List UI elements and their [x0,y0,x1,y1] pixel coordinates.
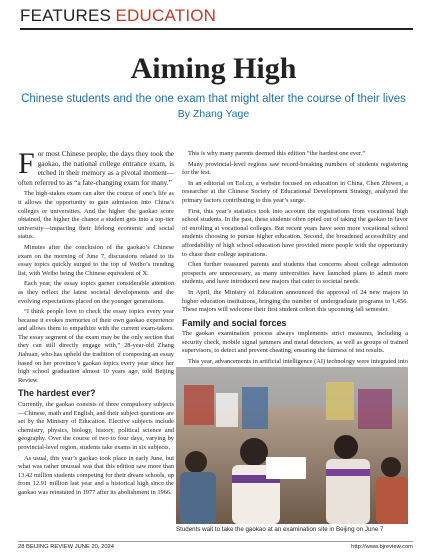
drop-cap: F [18,147,35,180]
body-paragraph: Minutes after the conclusion of the gaokao’s Chinese exam on the morning of June 7, discussions related to its essay topics quickly surged to the top of Weibo’s trending list, with Weibo being the Chinese equivalent of X. [18,243,174,277]
footer-website: http://www.bjreview.com [351,544,413,550]
body-paragraph: “I think people love to check the essay topics every year because it evokes memories of their own gaokao experience and allows them to empathize with the current exam-takers. The essay segment of the exam may be the only section that they can still directly engage with,” 28-year-old Zhang Jiahuan, who has upheld the tradition of composing an essay based on her province’s gaokao topics every year since her high school graduation almost 10 years ago, told Beijing Review. [18,308,174,384]
subhead-family-social: Family and social forces [182,317,287,328]
article-byline: By Zhang Yage [177,108,250,120]
body-paragraph: In an editorial on Eol.cn, a website focused on education in China, Chen Zhiwen, a researcher at the Chinese Society of Educational Development Strategy, analyzed the primary factors contributing to this year’s surge. [182,179,408,204]
lead-text: or most Chinese people, the days they took the gaokao, the national college entrance exam, is etched in their memory as a pivotal moment—often referred to as “a fate-changing exam for many.” [18,150,174,187]
body-paragraph: Each year, the essay topics garner considerable attention as they reflect the latest societal developments and the evolving expectations placed on the younger generations. [18,280,174,305]
article-title: Aiming High [130,52,297,85]
photo-caption: Students wait to take the gaokao at an examination site in Beijing on June 7 [176,526,384,533]
body-paragraph: Currently, the gaokao consists of three compulsory subjects—Chinese, math and English, and their subject questions are set by the Ministry of Education. Elective subjects include chemistry, physics, biology, history, political science and geography. Over the course of two to four days, varying by provincial-level region, students take exams in six subjects. [18,401,174,451]
body-paragraph: The high-stakes exam can alter the course of one’s life as it allows the opportunity to gain admission into China’s colleges or universities. And the higher the gaokao score obtained, the higher the chance a student gets into a top-tier university—impacting their lifelong economic and social status. [18,190,174,241]
footer-page-info: 28 BEIJING REVIEW JUNE 20, 2024 [18,544,115,550]
subhead-hardest-ever: The hardest ever? [18,388,96,399]
body-paragraph: This year, advancements in artificial intelligence (AI) technology were integrated into [188,358,408,366]
body-paragraph: In April, the Ministry of Education announced the approval of 24 new majors in higher education institutions, bringing the number of undergraduate programs to 1,456. These majors will welcome their first student cohort this upcoming fall semester. [182,288,408,314]
left-column [18,147,174,500]
section-kicker: FEATURES [20,6,112,25]
body-paragraph: As usual, this year’s gaokao took place in early June, but what was rather unusual was that this edition saw more than 13.42 million students competing for their dream schools, up from 12.91 million last year and a historical high since the gaokao was reinstated in 1977 after its abolishment in 1966. [18,454,174,496]
header-rule [20,28,413,30]
section-header [20,6,216,26]
article-subtitle: Chinese students and the one exam that might alter the course of their lives [21,93,406,105]
body-paragraph: This is why many parents deemed this edition “the hardest one ever.” [188,150,366,157]
body-paragraph: The gaokao examination process always implements strict measures, including a security check, mobile signal jammers and metal detectors, as well as groups of trained supervisors, to detect and prevent cheating, ensuring the fairness of test results. [182,330,408,355]
body-paragraph: Chen further reassured parents and students that concerns about college admission prospects are unnecessary, as many universities have launched plans to admit more students, and have introduced new majors that cater to societal needs. [182,261,408,286]
section-name: EDUCATION [115,6,217,25]
body-paragraph: Many provincial-level regions saw record-breaking numbers of students registering for the test. [182,160,408,177]
lead-paragraph [18,147,174,188]
footer-rule [18,541,413,542]
body-paragraph: First, this year’s statistics took into account the registrations from vocational high school students. In the past, these students often opted out of taking the gaokao in favor of enrolling at vocational colleges. But recent years have seen more vocational school students choosing to pursue higher education. Second, the broadened accessibility and affordability of high school education have provided more people with the opportunity to chase their college aspirations. [182,207,408,258]
article-photo [176,367,408,524]
right-column [182,150,408,388]
